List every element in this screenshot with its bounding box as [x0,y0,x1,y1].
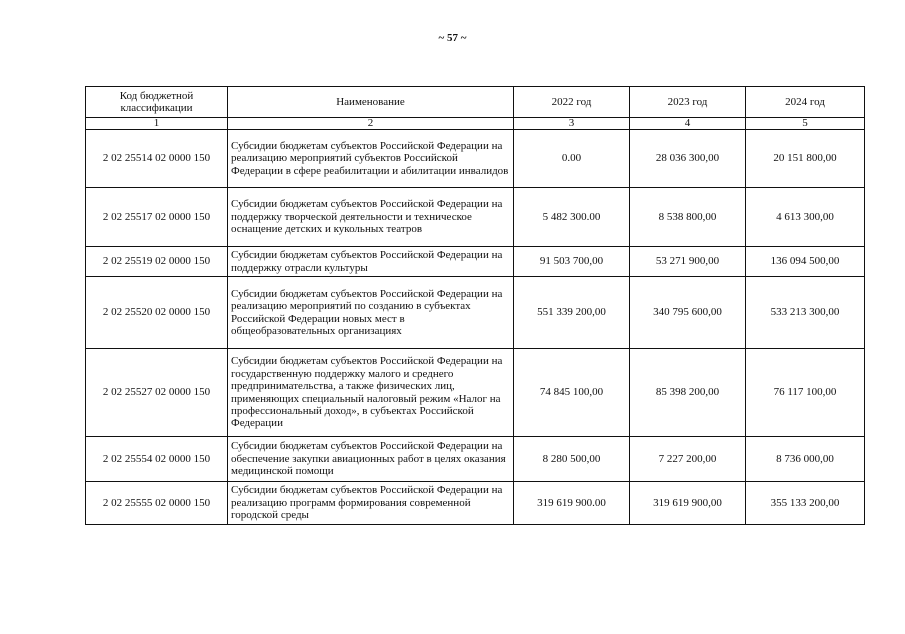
value-2024: 8 736 000,00 [746,437,865,482]
value-2022: 0.00 [514,130,630,188]
header-name: Наименование [228,87,514,118]
header-code: Код бюджетной классификации [86,87,228,118]
column-number: 5 [746,118,865,130]
value-2022: 74 845 100,00 [514,349,630,437]
value-2022: 319 619 900.00 [514,482,630,525]
subsidy-name: Субсидии бюджетам субъектов Российской Федерации на реализацию мероприятий субъектов Российской Федерации в сфере реабилитации и абилитации инвалидов [228,130,514,188]
subsidy-name: Субсидии бюджетам субъектов Российской Федерации на государственную поддержку малого и среднего предпринимательства, а также физических лиц, применяющих специальный налоговый режим «Налог на профессиональный доход», в субъектах Российской Федерации [228,349,514,437]
value-2022: 5 482 300.00 [514,188,630,247]
value-2022: 551 339 200,00 [514,277,630,349]
page-number: ~ 57 ~ [438,32,467,44]
budget-code: 2 02 25519 02 0000 150 [86,247,228,277]
budget-code: 2 02 25514 02 0000 150 [86,130,228,188]
subsidy-name: Субсидии бюджетам субъектов Российской Федерации на обеспечение закупки авиационных работ в целях оказания медицинской помощи [228,437,514,482]
budget-code: 2 02 25517 02 0000 150 [86,188,228,247]
table-row [86,130,865,188]
subsidy-name: Субсидии бюджетам субъектов Российской Федерации на реализацию мероприятий по созданию в субъектах Российской Федерации новых мест в общеобразовательных организациях [228,277,514,349]
subsidy-name: Субсидии бюджетам субъектов Российской Федерации на поддержку отрасли культуры [228,247,514,277]
value-2023: 8 538 800,00 [630,188,746,247]
table-row [86,188,865,247]
header-2024: 2024 год [746,87,865,118]
value-2023: 7 227 200,00 [630,437,746,482]
column-number: 3 [514,118,630,130]
column-number: 1 [86,118,228,130]
value-2022: 91 503 700,00 [514,247,630,277]
budget-code: 2 02 25555 02 0000 150 [86,482,228,525]
table-row [86,349,865,437]
value-2024: 76 117 100,00 [746,349,865,437]
table-row [86,437,865,482]
value-2023: 85 398 200,00 [630,349,746,437]
header-2023: 2023 год [630,87,746,118]
value-2024: 533 213 300,00 [746,277,865,349]
value-2023: 340 795 600,00 [630,277,746,349]
table-row [86,277,865,349]
subsidy-name: Субсидии бюджетам субъектов Российской Федерации на реализацию программ формирования современной городской среды [228,482,514,525]
value-2023: 319 619 900,00 [630,482,746,525]
header-row [86,87,865,118]
value-2024: 20 151 800,00 [746,130,865,188]
value-2024: 136 094 500,00 [746,247,865,277]
value-2022: 8 280 500,00 [514,437,630,482]
header-2022: 2022 год [514,87,630,118]
column-number-row [86,118,865,130]
column-number: 2 [228,118,514,130]
budget-code: 2 02 25554 02 0000 150 [86,437,228,482]
subsidy-name: Субсидии бюджетам субъектов Российской Федерации на поддержку творческой деятельности и техническое оснащение детских и кукольных театров [228,188,514,247]
value-2024: 355 133 200,00 [746,482,865,525]
value-2024: 4 613 300,00 [746,188,865,247]
column-number: 4 [630,118,746,130]
budget-code: 2 02 25527 02 0000 150 [86,349,228,437]
value-2023: 53 271 900,00 [630,247,746,277]
budget-code: 2 02 25520 02 0000 150 [86,277,228,349]
value-2023: 28 036 300,00 [630,130,746,188]
table-row [86,482,865,525]
table-row [86,247,865,277]
budget-table [85,86,865,525]
